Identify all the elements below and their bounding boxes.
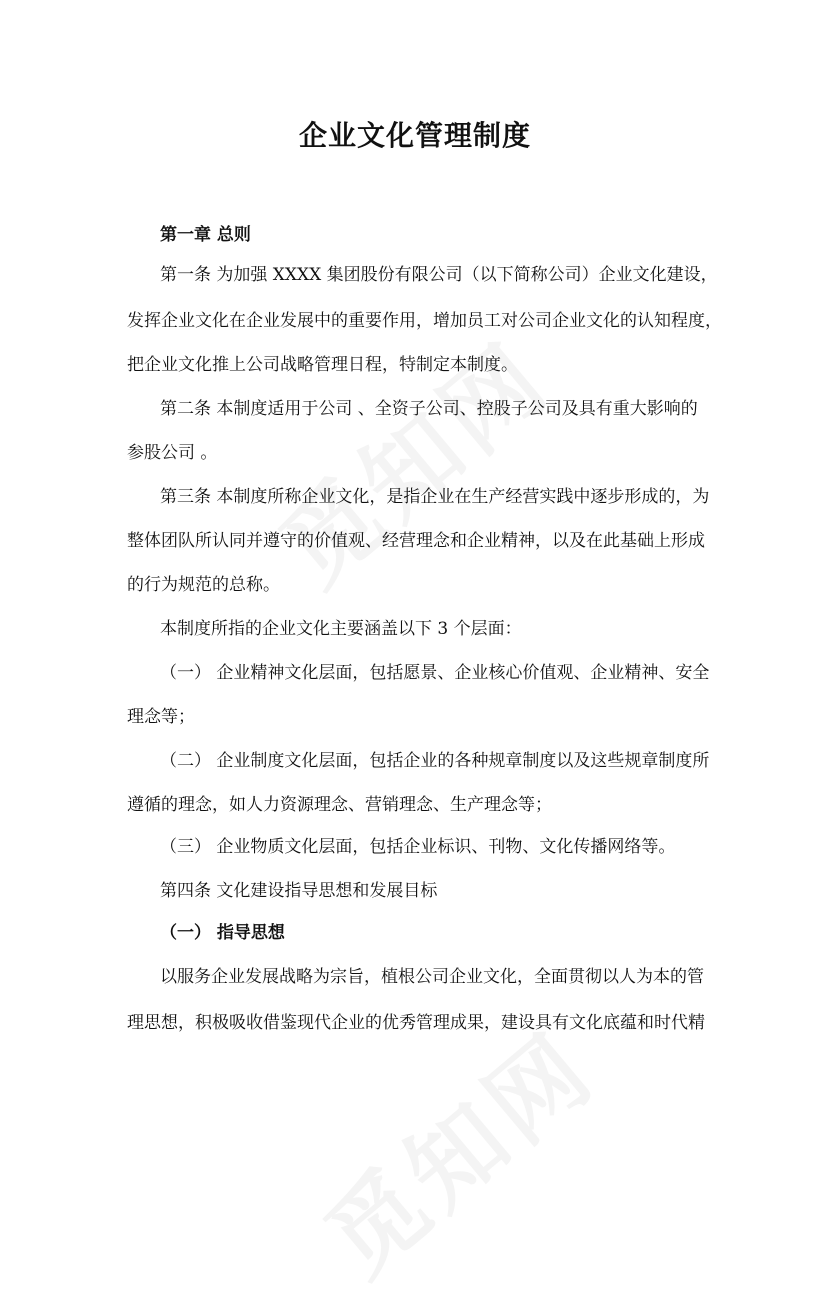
watermark <box>247 306 574 611</box>
level-2-line-2: 遵循的理念，如人力资源理念、营销理念、生产理念等； <box>127 795 552 815</box>
article-3-line-2: 整体团队所认同并遵守的价值观、经营理念和企业精神，以及在此基础上形成 <box>127 531 705 551</box>
document-title: 企业文化管理制度 <box>298 119 531 152</box>
level-1-line-2: 理念等； <box>127 707 195 727</box>
article-4-heading: 第四条 文化建设指导思想和发展目标 <box>160 881 438 901</box>
chapter-heading: 第一章 总则 <box>160 225 251 245</box>
article-2-line-1: 第二条 本制度适用于公司 、全资子公司、控股子公司及具有重大影响的 <box>160 399 698 419</box>
guide-text-line-2: 理思想，积极吸收借鉴现代企业的优秀管理成果，建设具有文化底蕴和时代精 <box>127 1013 705 1033</box>
article-1-line-3: 把企业文化推上公司战略管理日程，特制定本制度。 <box>127 355 518 375</box>
article-3-line-3: 的行为规范的总称。 <box>127 575 280 595</box>
article-1-line-2: 发挥企业文化在企业发展中的重要作用，增加员工对公司企业文化的认知程度， <box>127 311 722 331</box>
article-3-line-1: 第三条 本制度所称企业文化，是指企业在生产经营实践中逐步形成的，为 <box>160 487 710 507</box>
level-2-line-1: （二） 企业制度文化层面，包括企业的各种规章制度以及这些规章制度所 <box>160 751 710 771</box>
watermark <box>292 996 619 1301</box>
article-2-line-2: 参股公司 。 <box>127 443 218 463</box>
guide-text-line-1: 以服务企业发展战略为宗旨，植根公司企业文化，全面贯彻以人为本的管 <box>160 967 704 987</box>
level-1-line-1: （一） 企业精神文化层面，包括愿景、企业核心价值观、企业精神、安全 <box>160 663 710 683</box>
guide-heading: （一） 指导思想 <box>160 923 285 943</box>
article-1-line-1: 第一条 为加强 XXXX 集团股份有限公司（以下简称公司）企业文化建设， <box>160 265 718 285</box>
scope-intro: 本制度所指的企业文化主要涵盖以下 3 个层面： <box>160 619 522 639</box>
level-3-line: （三） 企业物质文化层面，包括企业标识、刊物、文化传播网络等。 <box>160 837 676 857</box>
